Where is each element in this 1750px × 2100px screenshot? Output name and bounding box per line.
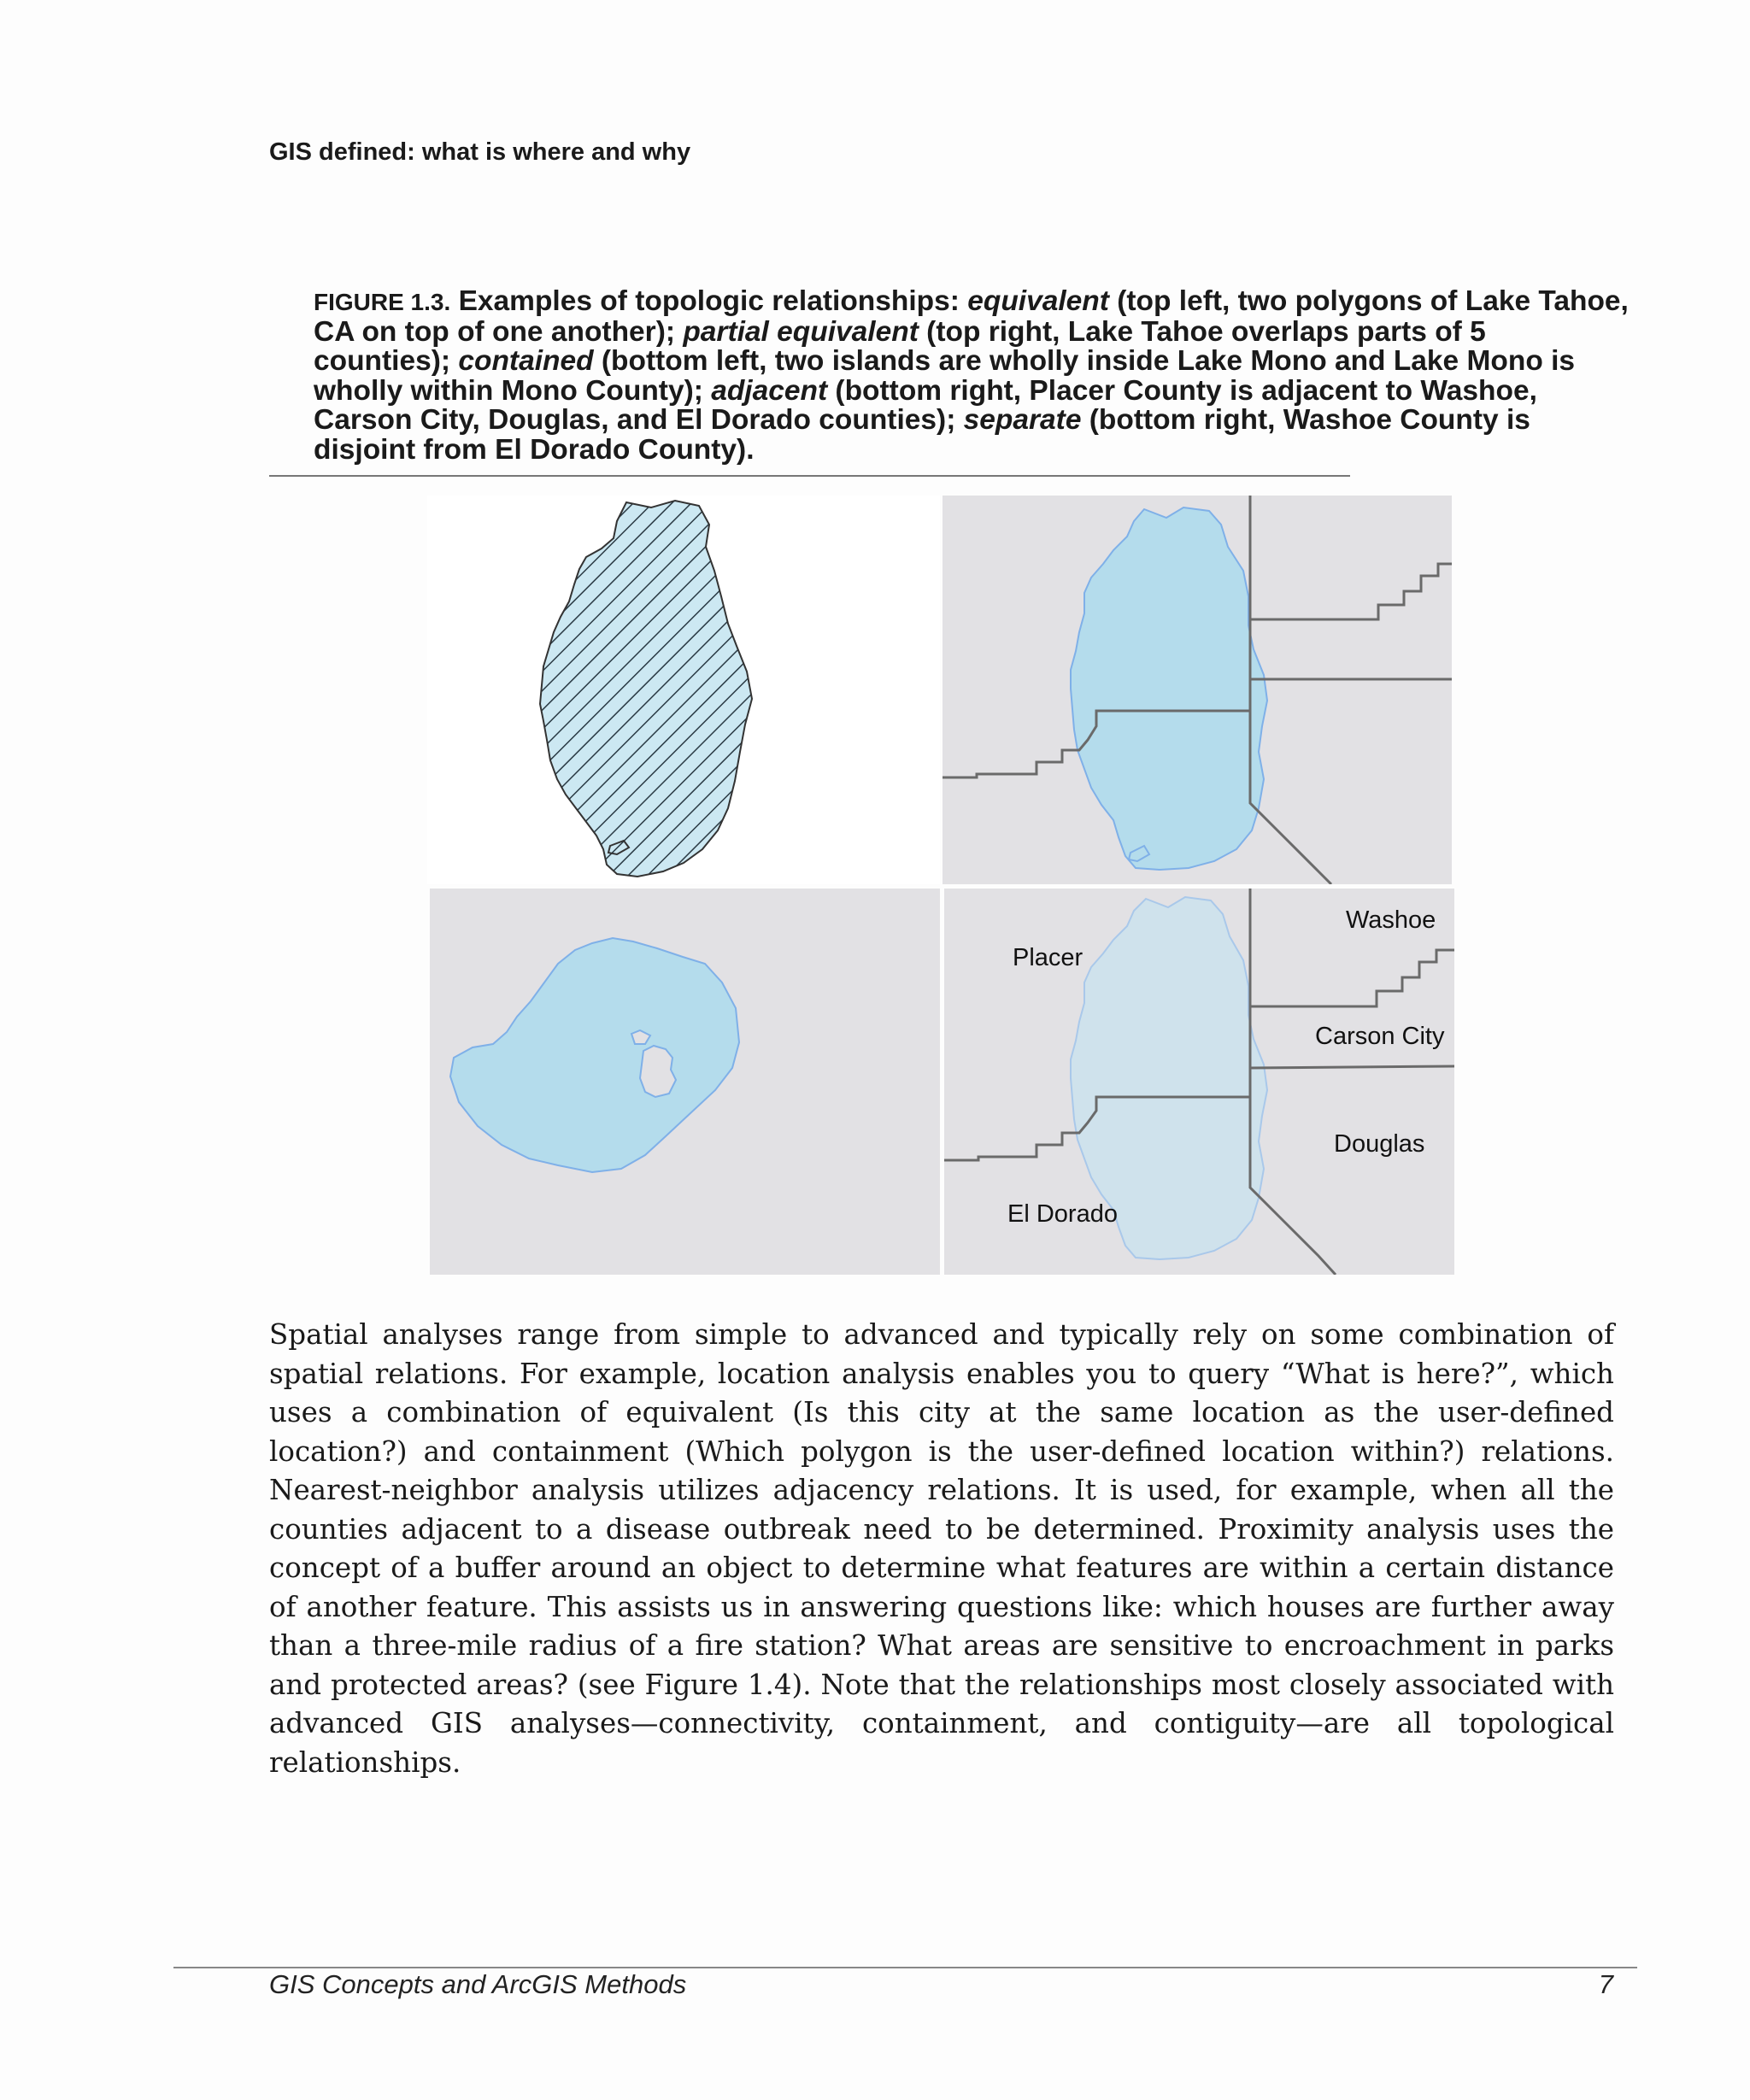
figure-caption xyxy=(314,287,1630,465)
running-header: GIS defined: what is where and why xyxy=(269,138,691,166)
boundary-washoe-carson xyxy=(1250,564,1452,619)
caption-term-adjacent: adjacent xyxy=(711,374,828,407)
lake-tahoe-polygon xyxy=(540,501,752,877)
caption-text: (bottom left, two islands are wholly inside Lake Mono and Lake Mono is wholly within Mono County); xyxy=(314,345,1576,407)
caption-term-equivalent: equivalent xyxy=(967,285,1109,317)
caption-text: (top left, two polygons of Lake Tahoe, CA on top of one another); xyxy=(314,285,1629,348)
caption-text: Examples of topologic relationships: xyxy=(458,285,968,317)
body-paragraph: Spatial analyses range from simple to advanced and typically rely on some combination of spatial relations. For example, location analysis enables you to query “What is here?”, which uses a combination of equivalent (Is this city at the same location as the user-defined location?) and containment (Which polygon is the user-defined location within?) relations. Nearest-neighbor analysis utilizes adjacency relations. It is used, for example, when all the counties adjacent to a disease outbreak need to be determined. Proximity analysis uses the concept of a buffer around an object to determine what features are within a certain distance of another feature. This assists us in answering questions like: which houses are further away than a three-mile radius of a fire station? What areas are sensitive to encroachment in parks and protected areas? (see Figure 1.4). Note that the relationships most closely associated with advanced GIS analyses—connectivity, containment, and contiguity—are all topological relationships. xyxy=(269,1318,1614,1779)
caption-term-partial-equivalent: partial equivalent xyxy=(683,315,919,348)
caption-divider xyxy=(269,475,1350,477)
tahoe-county-labels-map xyxy=(944,889,1454,1275)
caption-text: (bottom right, Washoe County is disjoint from El Dorado County). xyxy=(314,404,1530,466)
label-carson-city: Carson City xyxy=(1315,1023,1445,1050)
lake-mono-map xyxy=(430,889,940,1275)
caption-text: (bottom right, Placer County is adjacent to Washoe, Carson City, Douglas, and El Dorado counties); xyxy=(314,374,1537,436)
lake-tahoe-hatched-map xyxy=(427,496,940,884)
lake-tahoe-polygon xyxy=(1071,507,1267,870)
label-douglas: Douglas xyxy=(1334,1130,1425,1158)
caption-term-contained: contained xyxy=(458,345,594,377)
lake-mono-polygon xyxy=(450,938,739,1172)
caption-text: (top right, Lake Tahoe overlaps parts of 5 counties); xyxy=(314,315,1486,377)
page-number: 7 xyxy=(1598,1969,1613,1999)
label-el-dorado: El Dorado xyxy=(1007,1200,1118,1228)
footer-book-title: GIS Concepts and ArcGIS Methods xyxy=(269,1969,687,1999)
map-adjacent-separate xyxy=(944,889,1454,1275)
map-partial-equivalent xyxy=(943,496,1452,884)
label-placer: Placer xyxy=(1013,944,1083,971)
lake-tahoe-counties-map xyxy=(943,496,1452,884)
map-equivalent xyxy=(427,496,940,884)
map-contained xyxy=(430,889,940,1275)
boundary-carson-douglas xyxy=(1250,1066,1454,1068)
boundary-washoe-carson xyxy=(1250,950,1454,1006)
label-washoe: Washoe xyxy=(1346,906,1436,934)
footer-divider xyxy=(173,1967,1637,1968)
figure-label: FIGURE 1.3. xyxy=(314,289,451,315)
caption-term-separate: separate xyxy=(963,404,1082,436)
